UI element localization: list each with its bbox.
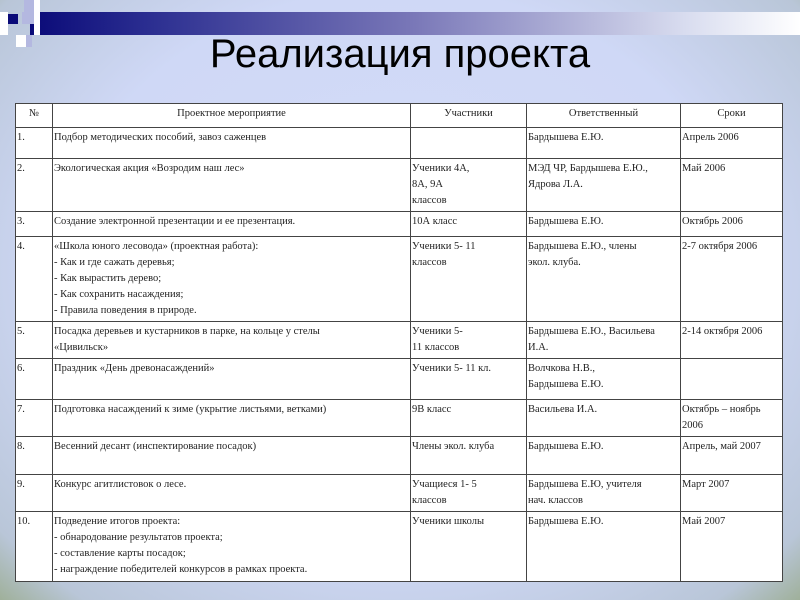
decor-square bbox=[22, 12, 34, 24]
event-line: - Как сохранить насаждения; bbox=[54, 289, 184, 300]
table-row bbox=[16, 437, 783, 475]
table-row bbox=[16, 475, 783, 512]
dates-line: Май 2006 bbox=[682, 163, 726, 174]
header-responsible: Ответственный bbox=[527, 104, 681, 128]
cell-participants bbox=[411, 212, 527, 237]
event-line: Конкурс агитлистовок о лесе. bbox=[54, 479, 187, 490]
responsible-line: Бардышева Е.Ю. bbox=[528, 441, 604, 452]
cell-responsible bbox=[527, 400, 681, 437]
cell-event bbox=[53, 322, 411, 359]
cell-participants bbox=[411, 128, 527, 159]
participants-line: Ученики 5- 11 bbox=[412, 241, 476, 252]
cell-participants bbox=[411, 322, 527, 359]
cell-event bbox=[53, 437, 411, 475]
event-line: Подбор методических пособий, завоз саженцев bbox=[54, 132, 267, 143]
participants-line: 10А класс bbox=[412, 216, 458, 227]
cell-num: 3. bbox=[16, 212, 53, 237]
responsible-line: Бардышева Е.Ю. bbox=[528, 516, 604, 527]
responsible-line: Бардышева Е.Ю. bbox=[528, 216, 604, 227]
event-line: - Правила поведения в природе. bbox=[54, 305, 197, 316]
responsible-line: МЭД ЧР, Бардышева Е.Ю., bbox=[528, 163, 648, 174]
dates-line: Октябрь 2006 bbox=[682, 216, 743, 227]
event-line: Весенний десант (инспектирование посадок) bbox=[54, 441, 257, 452]
cell-num: 10. bbox=[16, 512, 53, 582]
participants-line: Учащиеся 1- 5 bbox=[412, 479, 477, 490]
dates-line: 2-14 октября 2006 bbox=[682, 326, 763, 337]
cell-responsible bbox=[527, 322, 681, 359]
responsible-line: Бардышева Е.Ю. bbox=[528, 379, 604, 390]
event-line: - Как вырастить дерево; bbox=[54, 273, 162, 284]
cell-num: 1. bbox=[16, 128, 53, 159]
event-line: Подготовка насаждений к зиме (укрытие листьями, ветками) bbox=[54, 404, 327, 415]
cell-num: 2. bbox=[16, 159, 53, 212]
cell-num: 7. bbox=[16, 400, 53, 437]
participants-line: Ученики 4А, bbox=[412, 163, 470, 174]
responsible-line: Бардышева Е.Ю, учителя bbox=[528, 479, 642, 490]
dates-line: 2-7 октября 2006 bbox=[682, 241, 758, 252]
cell-num: 5. bbox=[16, 322, 53, 359]
participants-line: 11 классов bbox=[412, 342, 460, 353]
cell-dates bbox=[681, 359, 783, 400]
responsible-line: Бардышева Е.Ю., Васильева bbox=[528, 326, 655, 337]
participants-line: классов bbox=[412, 257, 447, 268]
cell-participants bbox=[411, 359, 527, 400]
table-row bbox=[16, 128, 783, 159]
cell-event bbox=[53, 128, 411, 159]
participants-line: Ученики школы bbox=[412, 516, 485, 527]
table-row bbox=[16, 212, 783, 237]
dates-line: Март 2007 bbox=[682, 479, 730, 490]
table-row bbox=[16, 512, 783, 582]
dates-line: Октябрь – ноябрь bbox=[682, 404, 761, 415]
event-line: Подведение итогов проекта: bbox=[54, 516, 181, 527]
cell-event bbox=[53, 359, 411, 400]
decor-square bbox=[34, 0, 40, 35]
header-dates: Сроки bbox=[681, 104, 783, 128]
header-num: № bbox=[16, 104, 53, 128]
cell-dates bbox=[681, 212, 783, 237]
event-line: «Школа юного лесовода» (проектная работа): bbox=[54, 241, 259, 252]
cell-event bbox=[53, 159, 411, 212]
slide-title: Реализация проекта bbox=[209, 32, 591, 76]
table-row bbox=[16, 359, 783, 400]
participants-line: Ученики 5- 11 кл. bbox=[412, 363, 492, 374]
table-row bbox=[16, 237, 783, 322]
event-line: «Цивильск» bbox=[54, 342, 109, 353]
event-line: Посадка деревьев и кустарников в парке, на кольце у стелы bbox=[54, 326, 320, 337]
cell-event bbox=[53, 237, 411, 322]
event-line: Экологическая акция «Возродим наш лес» bbox=[54, 163, 245, 174]
cell-participants bbox=[411, 512, 527, 582]
cell-dates bbox=[681, 437, 783, 475]
event-line: Создание электронной презентации и ее презентация. bbox=[54, 216, 296, 227]
participants-line: Ученики 5- bbox=[412, 326, 463, 337]
cell-event bbox=[53, 212, 411, 237]
responsible-line: Ядрова Л.А. bbox=[528, 179, 583, 190]
responsible-line: экол. клуба. bbox=[528, 257, 581, 268]
header-event: Проектное мероприятие bbox=[53, 104, 411, 128]
cell-dates bbox=[681, 128, 783, 159]
event-line: - Как и где сажать деревья; bbox=[54, 257, 175, 268]
responsible-line: Бардышева Е.Ю. bbox=[528, 132, 604, 143]
dates-line: 2006 bbox=[682, 420, 703, 431]
event-line: - награждение победителей конкурсов в рамках проекта. bbox=[54, 564, 308, 575]
participants-line: классов bbox=[412, 195, 447, 206]
header-participants: Участники bbox=[411, 104, 527, 128]
dates-line: Апрель 2006 bbox=[682, 132, 739, 143]
participants-line: 9В класс bbox=[412, 404, 452, 415]
event-line: - составление карты посадок; bbox=[54, 548, 186, 559]
responsible-line: Бардышева Е.Ю., члены bbox=[528, 241, 637, 252]
cell-num: 9. bbox=[16, 475, 53, 512]
cell-responsible bbox=[527, 437, 681, 475]
cell-num: 8. bbox=[16, 437, 53, 475]
dates-line: Май 2007 bbox=[682, 516, 726, 527]
cell-responsible bbox=[527, 212, 681, 237]
cell-participants bbox=[411, 400, 527, 437]
responsible-line: Васильева И.А. bbox=[528, 404, 598, 415]
cell-participants bbox=[411, 237, 527, 322]
cell-participants bbox=[411, 437, 527, 475]
cell-responsible bbox=[527, 128, 681, 159]
project-table bbox=[15, 103, 783, 582]
cell-responsible bbox=[527, 359, 681, 400]
participants-line: классов bbox=[412, 495, 447, 506]
cell-dates bbox=[681, 237, 783, 322]
table-row bbox=[16, 400, 783, 437]
participants-line: Члены экол. клуба bbox=[412, 441, 495, 452]
participants-line: 8А, 9А bbox=[412, 179, 443, 190]
responsible-line: Волчкова Н.В., bbox=[528, 363, 596, 374]
event-line: Праздник «День древонасаждений» bbox=[54, 363, 215, 374]
cell-dates bbox=[681, 475, 783, 512]
cell-dates bbox=[681, 159, 783, 212]
responsible-line: И.А. bbox=[528, 342, 549, 353]
table-row bbox=[16, 159, 783, 212]
decor-square bbox=[8, 14, 18, 24]
cell-dates bbox=[681, 322, 783, 359]
event-line: - обнародование результатов проекта; bbox=[54, 532, 223, 543]
cell-event bbox=[53, 475, 411, 512]
cell-dates bbox=[681, 512, 783, 582]
cell-responsible bbox=[527, 159, 681, 212]
cell-dates bbox=[681, 400, 783, 437]
cell-num: 6. bbox=[16, 359, 53, 400]
table-row bbox=[16, 322, 783, 359]
dates-line: Апрель, май 2007 bbox=[682, 441, 761, 452]
cell-responsible bbox=[527, 237, 681, 322]
cell-num: 4. bbox=[16, 237, 53, 322]
cell-participants bbox=[411, 159, 527, 212]
cell-participants bbox=[411, 475, 527, 512]
cell-responsible bbox=[527, 512, 681, 582]
table-header-row bbox=[16, 104, 783, 128]
cell-event bbox=[53, 400, 411, 437]
responsible-line: нач. классов bbox=[528, 495, 583, 506]
cell-responsible bbox=[527, 475, 681, 512]
cell-event bbox=[53, 512, 411, 582]
